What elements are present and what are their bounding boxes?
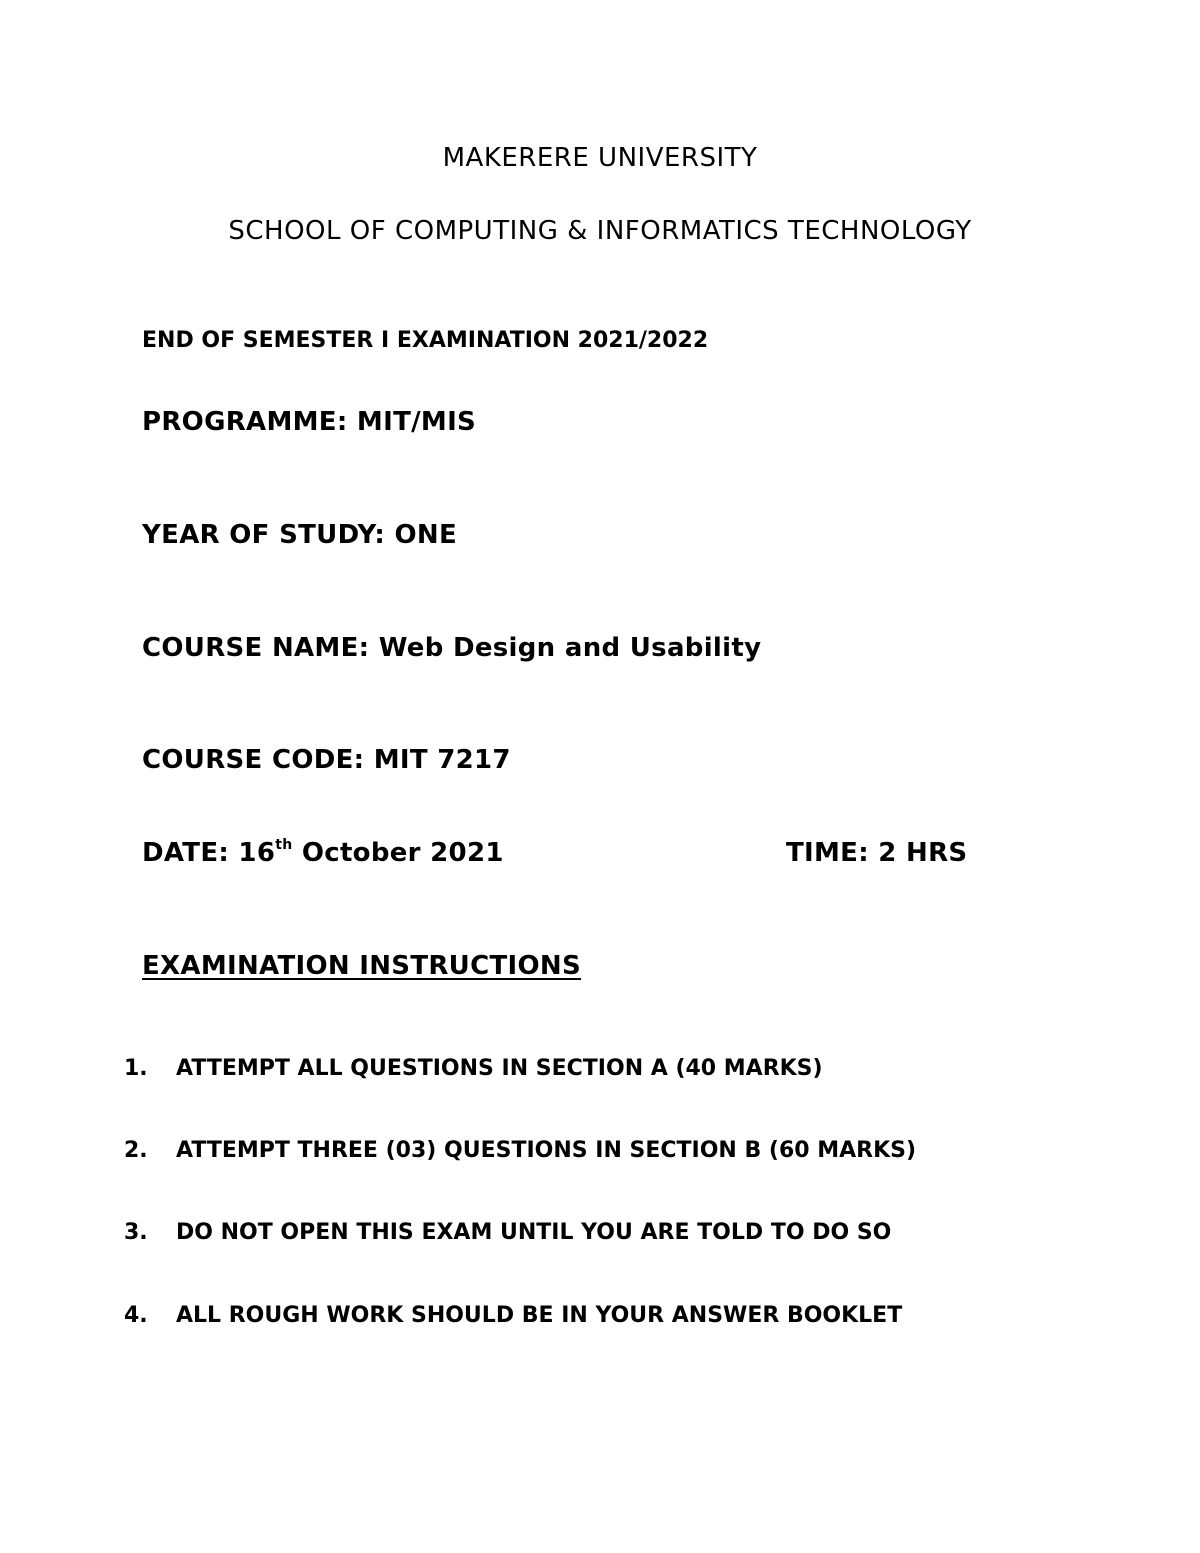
instruction-number: 2. [124, 1138, 148, 1163]
instruction-text: ALL ROUGH WORK SHOULD BE IN YOUR ANSWER BOOKLET [176, 1303, 903, 1328]
instruction-number: 3. [124, 1220, 148, 1245]
date-superscript: th [275, 837, 293, 853]
instructions-heading: EXAMINATION INSTRUCTIONS [142, 951, 581, 981]
course-name: COURSE NAME: Web Design and Usability [142, 633, 762, 663]
instruction-number: 4. [124, 1303, 148, 1328]
date-suffix: October 2021 [292, 838, 504, 868]
instruction-text: ATTEMPT ALL QUESTIONS IN SECTION A (40 MARKS) [176, 1056, 823, 1081]
school-name: SCHOOL OF COMPUTING & INFORMATICS TECHNOLOGY [228, 216, 972, 246]
exam-date [142, 837, 504, 868]
programme: PROGRAMME: MIT/MIS [142, 407, 477, 437]
instruction-text: DO NOT OPEN THIS EXAM UNTIL YOU ARE TOLD TO DO SO [176, 1220, 892, 1245]
university-name: MAKERERE UNIVERSITY [442, 143, 758, 173]
exam-title: END OF SEMESTER I EXAMINATION 2021/2022 [142, 328, 709, 353]
year-of-study: YEAR OF STUDY: ONE [142, 520, 458, 550]
exam-time: TIME: 2 HRS [786, 838, 968, 868]
instruction-text: ATTEMPT THREE (03) QUESTIONS IN SECTION B (60 MARKS) [176, 1138, 917, 1163]
date-prefix: DATE: 16 [142, 838, 276, 868]
course-code: COURSE CODE: MIT 7217 [142, 745, 511, 775]
instruction-number: 1. [124, 1056, 148, 1081]
